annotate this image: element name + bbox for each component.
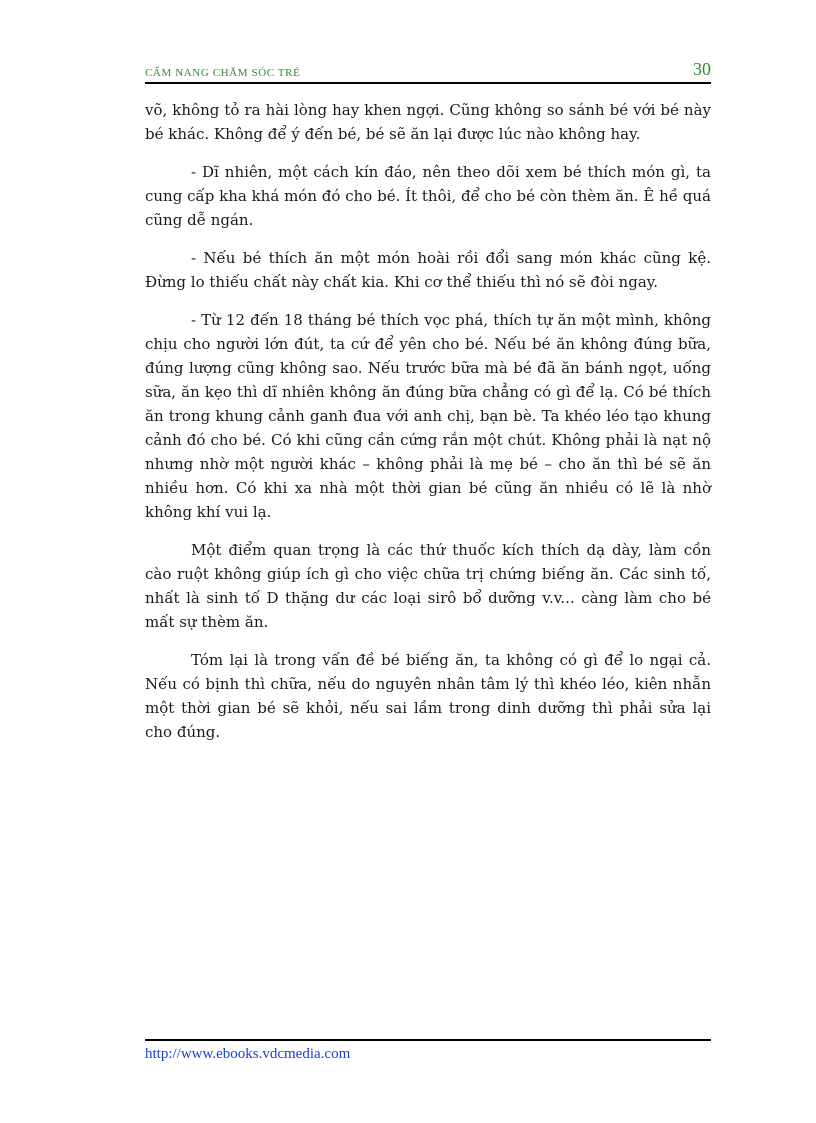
paragraph-stimulant-drugs: Một điểm quan trọng là các thứ thuốc kích thích dạ dày, làm cồn cào ruột không giúp ích gì cho việc chữa trị chứng biếng ăn. Các sinh tố, nhất là sinh tố D thặng dư các loại sirô bổ dưỡng v.v... càng làm cho bé mất sự thèm ăn. xyxy=(145,541,711,631)
page-body xyxy=(145,98,711,758)
page-footer xyxy=(145,1039,711,1063)
header-title: CẨM NANG CHĂM SÓC TRẺ xyxy=(145,67,301,79)
page-number: 30 xyxy=(693,59,711,79)
paragraph-tip-12-18-months: - Từ 12 đến 18 tháng bé thích vọc phá, thích tự ăn một mình, không chịu cho người lớn đút, ta cứ để yên cho bé. Nếu bé ăn không đúng bữa, đúng lượng cũng không sao. Nếu trước bữa mà bé đã ăn bánh ngọt, uống sữa, ăn kẹo thì dĩ nhiên không ăn đúng bữa chẳng có gì để lạ. Có bé thích ăn trong khung cảnh ganh đua với anh chị, bạn bè. Ta khéo léo tạo khung cảnh đó cho bé. Có khi cũng cần cứng rắn một chút. Không phải là nạt nộ nhưng nhờ một người khác – không phải là mẹ bé – cho ăn thì bé sẽ ăn nhiều hơn. Có khi xa nhà một thời gian bé cũng ăn nhiều có lẽ là nhờ không khí vui lạ. xyxy=(145,311,711,521)
paragraph-summary: Tóm lại là trong vấn đề bé biếng ăn, ta không có gì để lo ngại cả. Nếu có bịnh thì chữa, nếu do nguyên nhân tâm lý thì khéo léo, kiên nhẫn một thời gian bé sẽ khỏi, nếu sai lầm trong dinh dưỡng thì phải sửa lại cho đúng. xyxy=(145,651,711,741)
page-header xyxy=(145,58,711,84)
paragraph-tip-quiet-preference: - Dĩ nhiên, một cách kín đáo, nên theo dõi xem bé thích món gì, ta cung cấp kha khá món đó cho bé. Ít thôi, để cho bé còn thèm ăn. Ê hề quá cũng dễ ngán. xyxy=(145,163,711,229)
paragraph-continuation: võ, không tỏ ra hài lòng hay khen ngợi. Cũng không so sánh bé với bé này bé khác. Không để ý đến bé, bé sẽ ăn lại được lúc nào không hay. xyxy=(145,101,711,143)
paragraph-tip-switch-food: - Nếu bé thích ăn một món hoài rồi đổi sang món khác cũng kệ. Đừng lo thiếu chất này chất kia. Khi cơ thể thiếu thì nó sẽ đòi ngay. xyxy=(145,249,711,291)
footer-link[interactable]: http://www.ebooks.vdcmedia.com xyxy=(145,1046,351,1062)
